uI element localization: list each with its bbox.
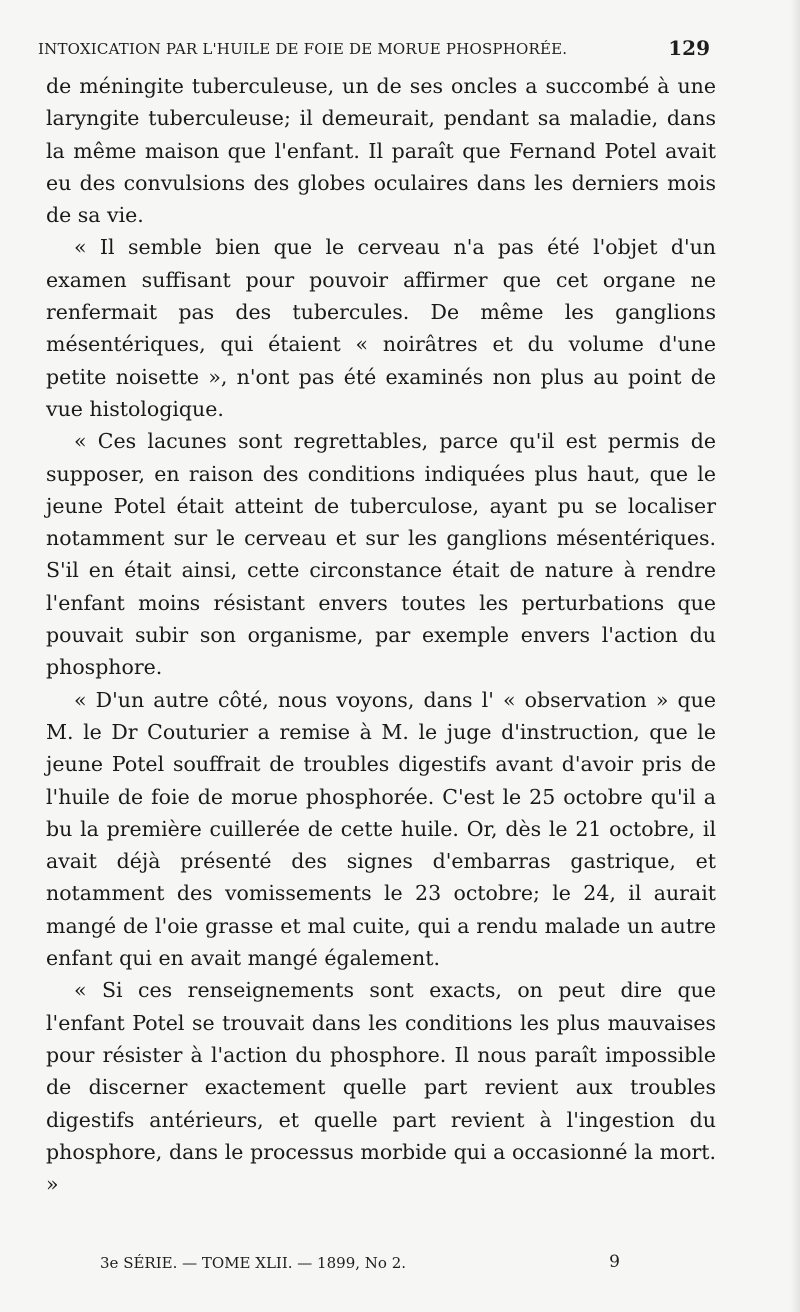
page-footer — [100, 1252, 620, 1278]
page-header — [38, 36, 710, 64]
sheet-number: 9 — [609, 1252, 620, 1272]
printer-signature: 3e SÉRIE. — TOME XLII. — 1899, No 2. — [100, 1254, 407, 1272]
paragraph: « Il semble bien que le cerveau n'a pas été l'objet d'un examen suffisant pour pouvoir affirmer que cet organe ne renfermait pas des tubercules. De même les ganglions mésentériques, qui étaient « noirâtres et du volume d'une petite noisette », n'ont pas été examinés non plus au point de vue histologique. — [46, 235, 716, 421]
page-edge-shadow — [790, 0, 800, 1312]
running-title: INTOXICATION PAR L'HUILE DE FOIE DE MORUE PHOSPHORÉE. — [38, 40, 568, 58]
paragraph: de méningite tuberculeuse, un de ses oncles a succombé à une laryngite tuberculeuse; il demeurait, pendant sa maladie, dans la même maison que l'enfant. Il paraît que Fernand Potel avait eu des convulsions des globes oculaires dans les derniers mois de sa vie. — [46, 74, 716, 228]
paragraph: « D'un autre côté, nous voyons, dans l' « observation » que M. le Dr Couturier a remise à M. le juge d'instruction, que le jeune Potel souffrait de troubles digestifs avant d'avoir pris de l'huile de foie de morue phosphorée. C'est le 25 octobre qu'il a bu la première cuillerée de cette huile. Or, dès le 21 octobre, il avait déjà présenté des signes d'embarras gastrique, et notamment des vomissements le 23 octobre; le 24, il aurait mangé de l'oie grasse et mal cuite, qui a rendu malade un autre enfant qui en avait mangé également. — [46, 687, 716, 971]
paragraph: « Ces lacunes sont regrettables, parce qu'il est permis de supposer, en raison des conditions indiquées plus haut, que le jeune Potel était atteint de tuberculose, ayant pu se localiser notamment sur le cerveau et sur les ganglions mésentériques. S'il en était ainsi, cette circonstance était de nature à rendre l'enfant moins résistant envers toutes les perturbations que pouvait subir son organisme, par exemple envers l'action du phosphore. — [46, 429, 716, 680]
page-number: 129 — [668, 36, 710, 60]
body-text — [46, 70, 716, 1200]
paragraph: « Si ces renseignements sont exacts, on peut dire que l'enfant Potel se trouvait dans les conditions les plus mauvaises pour résister à l'action du phosphore. Il nous paraît impossible de discerner exactement quelle part revient aux troubles digestifs antérieurs, et quelle part revient à l'ingestion du phosphore, dans le processus morbide qui a occasionné la mort. » — [46, 978, 716, 1197]
